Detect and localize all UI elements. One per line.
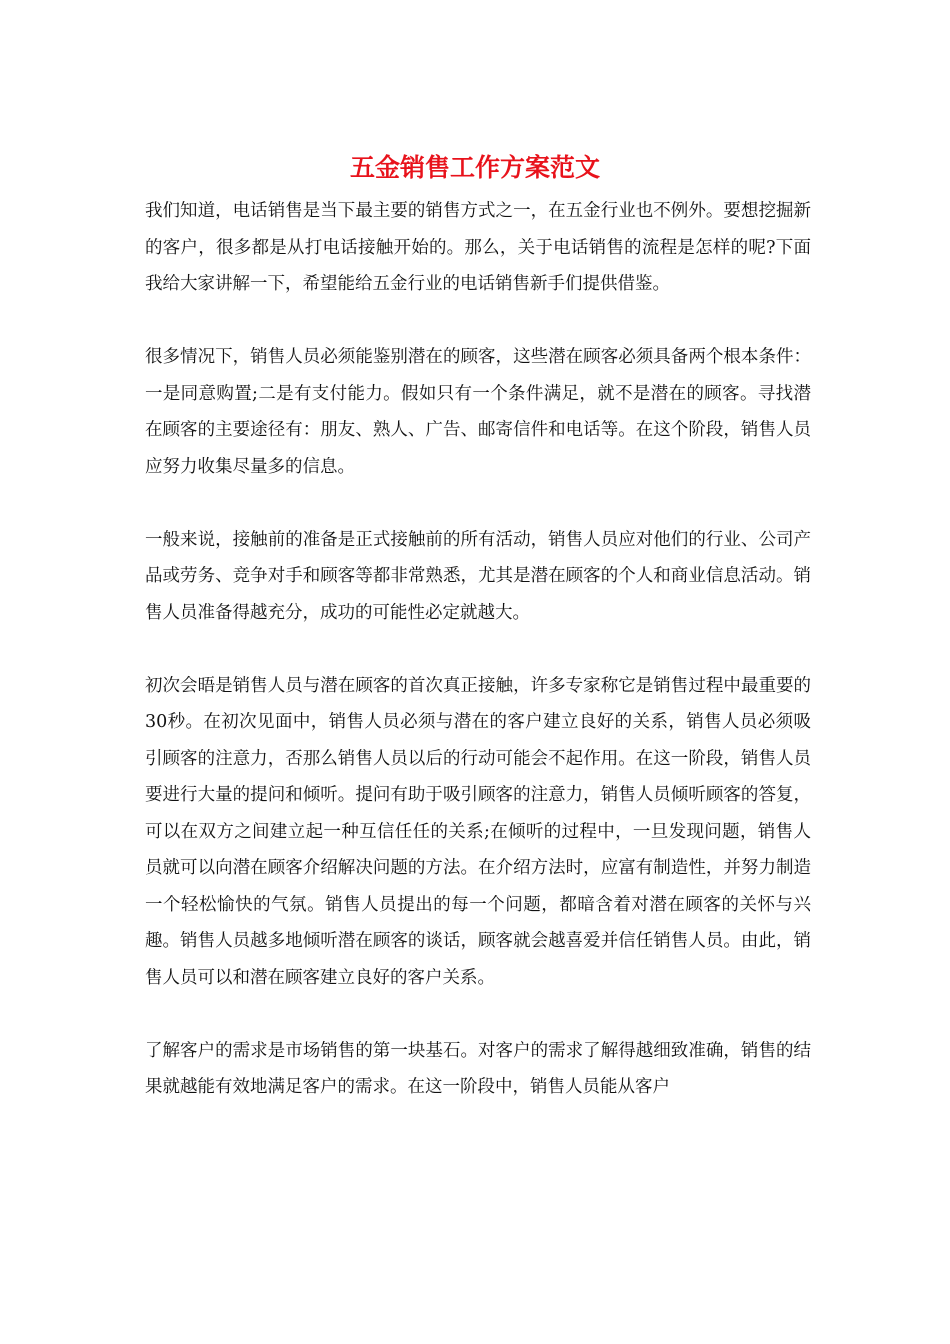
paragraph-2: 很多情况下，销售人员必须能鉴别潜在的顾客，这些潜在顾客必须具备两个根本条件：一是同意购置;二是有支付能力。假如只有一个条件满足，就不是潜在的顾客。寻找潜在顾客的主要途径有：朋友、熟人、广告、邮寄信件和电话等。在这个阶段，销售人员应努力收集尽量多的信息。 bbox=[145, 347, 811, 477]
document-body bbox=[145, 193, 811, 1106]
paragraph-4: 初次会晤是销售人员与潜在顾客的首次真正接触，许多专家称它是销售过程中最重要的30秒。在初次见面中，销售人员必须与潜在的客户建立良好的关系，销售人员必须吸引顾客的注意力，否那么销售人员以后的行动可能会不起作用。在这一阶段，销售人员要进行大量的提问和倾听。提问有助于吸引顾客的注意力，销售人员倾听顾客的答复，可以在双方之间建立起一种互信任任的关系;在倾听的过程中，一旦发现问题，销售人员就可以向潜在顾客介绍解决问题的方法。在介绍方法时，应富有制造性，并努力制造一个轻松愉快的气氛。销售人员提出的每一个问题，都暗含着对潜在顾客的关怀与兴趣。销售人员越多地倾听潜在顾客的谈话，顾客就会越喜爱并信任销售人员。由此，销售人员可以和潜在顾客建立良好的客户关系。 bbox=[145, 675, 811, 988]
paragraph-5: 了解客户的需求是市场销售的第一块基石。对客户的需求了解得越细致准确，销售的结果就越能有效地满足客户的需求。在这一阶段中，销售人员能从客户 bbox=[145, 1040, 811, 1097]
document-title: 五金销售工作方案范文 bbox=[349, 153, 600, 182]
paragraph-1: 我们知道，电话销售是当下最主要的销售方式之一，在五金行业也不例外。要想挖掘新的客户，很多都是从打电话接触开始的。那么，关于电话销售的流程是怎样的呢?下面我给大家讲解一下，希望能给五金行业的电话销售新手们提供借鉴。 bbox=[145, 201, 811, 294]
paragraph-3: 一般来说，接触前的准备是正式接触前的所有活动，销售人员应对他们的行业、公司产品或劳务、竞争对手和顾客等都非常熟悉，尤其是潜在顾客的个人和商业信息活动。销售人员准备得越充分，成功的可能性必定就越大。 bbox=[145, 529, 811, 623]
